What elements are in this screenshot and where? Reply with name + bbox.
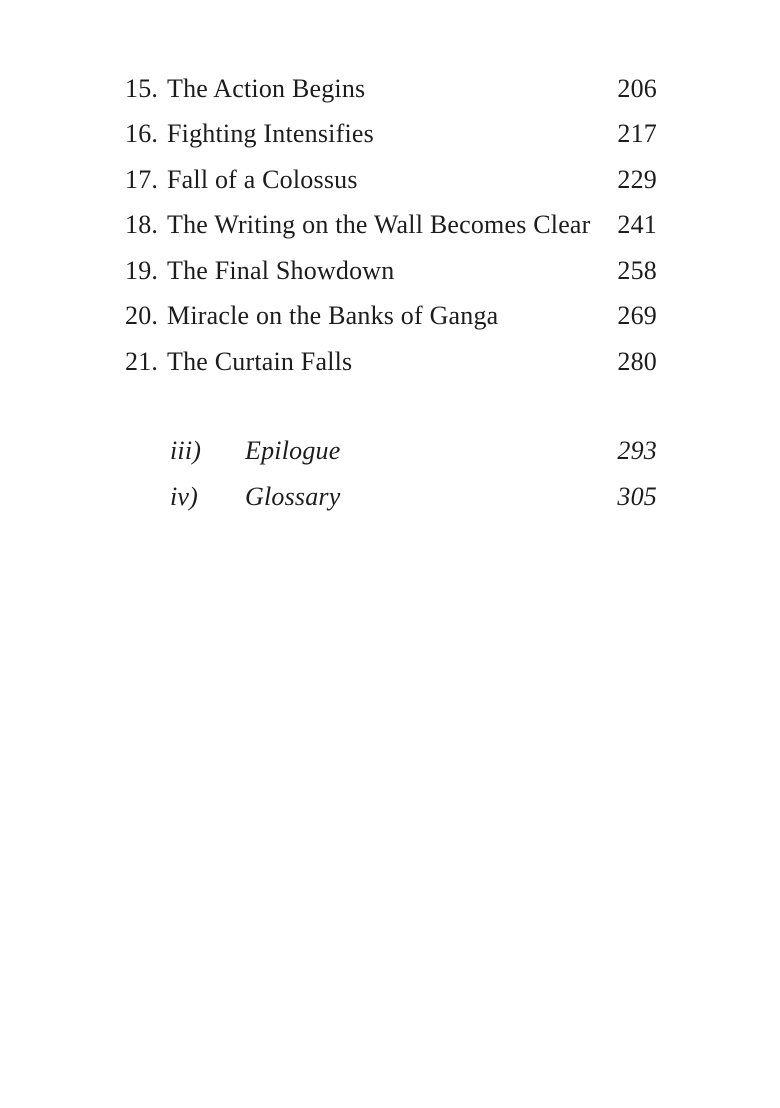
chapter-page-number: 269 bbox=[617, 301, 657, 331]
toc-entry bbox=[125, 66, 657, 112]
backmatter-list bbox=[125, 428, 657, 521]
chapter-title: Fall of a Colossus bbox=[167, 164, 358, 194]
chapter-number: 15. bbox=[125, 73, 159, 103]
toc-entry bbox=[125, 474, 657, 521]
chapter-title: The Final Showdown bbox=[167, 255, 395, 285]
backmatter-page-number: 293 bbox=[617, 435, 657, 465]
table-of-contents bbox=[125, 66, 657, 521]
backmatter-page-number: 305 bbox=[617, 482, 657, 512]
backmatter-title: Glossary bbox=[245, 482, 341, 512]
toc-entry bbox=[125, 428, 657, 475]
toc-entry bbox=[125, 294, 657, 340]
chapter-page-number: 206 bbox=[617, 73, 657, 103]
chapter-page-number: 241 bbox=[617, 210, 657, 240]
chapter-number: 17. bbox=[125, 164, 159, 194]
chapter-page-number: 280 bbox=[617, 346, 657, 376]
chapter-number: 21. bbox=[125, 346, 159, 376]
chapter-title: Fighting Intensifies bbox=[167, 119, 374, 149]
chapter-number: 18. bbox=[125, 210, 159, 240]
chapter-title: The Action Begins bbox=[167, 73, 366, 103]
chapter-number: 20. bbox=[125, 301, 159, 331]
toc-entry bbox=[125, 112, 657, 158]
chapter-number: 16. bbox=[125, 119, 159, 149]
chapter-list bbox=[125, 66, 657, 385]
chapter-number: 19. bbox=[125, 255, 159, 285]
chapter-title: Miracle on the Banks of Ganga bbox=[167, 301, 499, 331]
chapter-page-number: 217 bbox=[617, 119, 657, 149]
toc-entry bbox=[125, 339, 657, 385]
chapter-page-number: 229 bbox=[617, 164, 657, 194]
backmatter-numeral: iii) bbox=[170, 435, 202, 465]
toc-entry bbox=[125, 157, 657, 203]
backmatter-title: Epilogue bbox=[245, 435, 341, 465]
toc-entry bbox=[125, 248, 657, 294]
chapter-title: The Writing on the Wall Becomes Clear bbox=[167, 210, 591, 240]
toc-entry bbox=[125, 203, 657, 249]
chapter-title: The Curtain Falls bbox=[167, 346, 353, 376]
chapter-page-number: 258 bbox=[617, 255, 657, 285]
backmatter-numeral: iv) bbox=[170, 482, 199, 512]
